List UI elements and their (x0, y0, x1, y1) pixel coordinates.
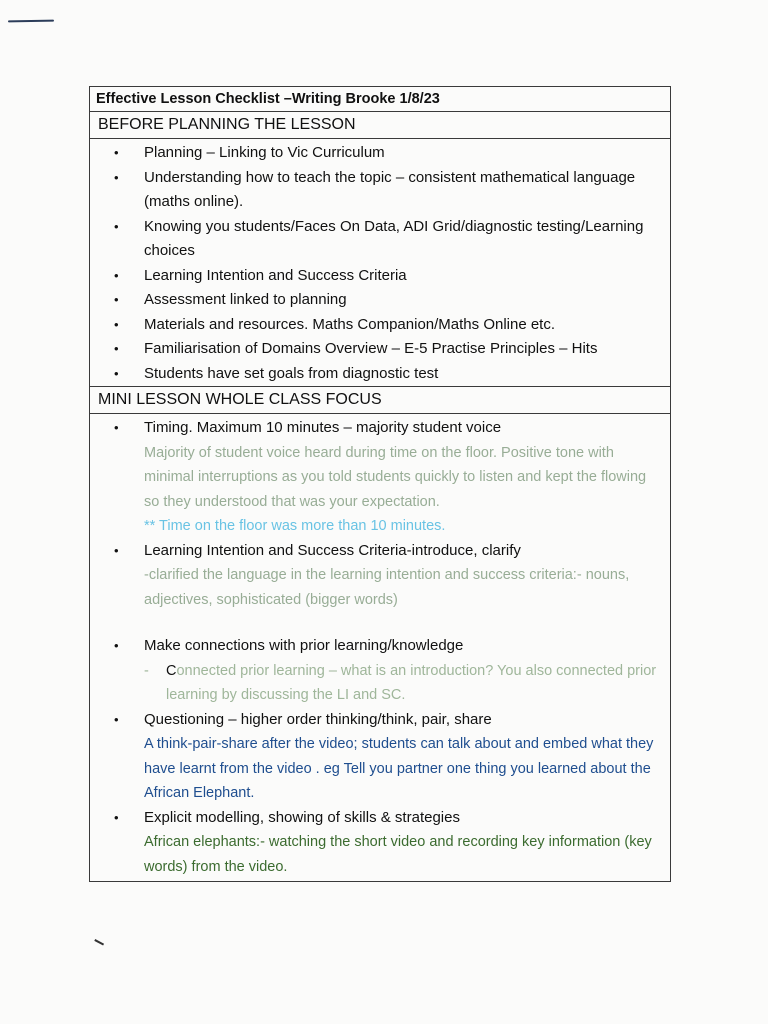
item-text: Explicit modelling, showing of skills & strategies (144, 808, 460, 826)
scan-mark (8, 20, 54, 23)
checklist-item (90, 215, 670, 264)
feedback-note (144, 659, 662, 708)
bullet-icon: • (114, 292, 119, 307)
item-text: Knowing you students/Faces On Data, ADI Grid/diagnostic testing/Learning choices (144, 217, 644, 259)
checklist-item (90, 141, 670, 166)
section-heading-mini-lesson: MINI LESSON WHOLE CLASS FOCUS (90, 387, 670, 414)
feedback-note-text: onnected prior learning – what is an introduction? You also connected prior learning by discussing the LI and SC. (166, 662, 657, 703)
item-text: Materials and resources. Maths Companion/Maths Online etc. (144, 315, 556, 333)
checklist-item (90, 337, 670, 362)
checklist-item-timing (90, 416, 670, 539)
feedback-note: A think-pair-share after the video; students can talk about and embed what they have learnt from the video . eg Tell you partner one thing you learned about the African Elephant. (144, 736, 654, 801)
bullet-icon: • (114, 809, 119, 825)
spacer (90, 612, 670, 634)
feedback-note: African elephants:- watching the short video and recording key information (key words) from the video. (144, 834, 652, 875)
checklist-item-prior-learning (90, 634, 670, 708)
item-text: Questioning – higher order thinking/think, pair, share (144, 710, 492, 728)
item-text: Timing. Maximum 10 minutes – majority student voice (144, 419, 502, 436)
item-text: Familiarisation of Domains Overview – E-5 Practise Principles – Hits (144, 340, 598, 357)
bullet-icon: • (114, 341, 119, 356)
checklist-item (90, 264, 670, 289)
checklist-item (90, 362, 670, 387)
bullet-icon: • (114, 145, 119, 160)
dash-marker: - (144, 662, 149, 679)
checklist-item (90, 313, 670, 338)
checklist-table (89, 86, 671, 882)
bullet-icon: • (114, 542, 119, 558)
bullet-icon: • (114, 365, 119, 381)
item-text: Understanding how to teach the topic – consistent mathematical language (maths online). (144, 168, 636, 210)
bullet-icon: • (114, 711, 119, 727)
feedback-note-initial: C (166, 662, 177, 679)
bullet-icon: • (114, 267, 119, 283)
bullet-icon: • (114, 638, 119, 653)
section-heading-before-planning: BEFORE PLANNING THE LESSON (90, 112, 670, 139)
item-text: Planning – Linking to Vic Curriculum (144, 144, 385, 161)
item-text: Students have set goals from diagnostic test (144, 364, 439, 382)
checklist-item-modelling (90, 806, 670, 880)
item-text: Learning Intention and Success Criteria (144, 266, 407, 284)
item-text: Learning Intention and Success Criteria-introduce, clarify (144, 541, 521, 559)
bullet-icon: • (114, 218, 119, 234)
bullet-icon: • (114, 316, 119, 332)
checklist-item (90, 288, 670, 313)
item-text: Make connections with prior learning/knowledge (144, 637, 464, 654)
checklist-item-questioning (90, 708, 670, 806)
document-title: Effective Lesson Checklist –Writing Brooke 1/8/23 (90, 87, 670, 112)
item-text: Assessment linked to planning (144, 291, 347, 308)
section-mini-lesson (90, 414, 670, 881)
checklist-item-learning-intention (90, 539, 670, 613)
stray-pen-mark (92, 939, 104, 950)
feedback-note: -clarified the language in the learning intention and success criteria:- nouns, adjectives, sophisticated (bigger words) (144, 567, 630, 608)
feedback-note-timing: ** Time on the floor was more than 10 minutes. (144, 518, 446, 534)
feedback-note: Majority of student voice heard during time on the floor. Positive tone with minimal interruptions as you told students quickly to listen and kept the flowing so they understood that was your expectation. (144, 444, 647, 510)
bullet-icon: • (114, 169, 119, 185)
bullet-icon: • (114, 420, 119, 435)
checklist-item (90, 166, 670, 215)
section-before-planning (90, 139, 670, 387)
